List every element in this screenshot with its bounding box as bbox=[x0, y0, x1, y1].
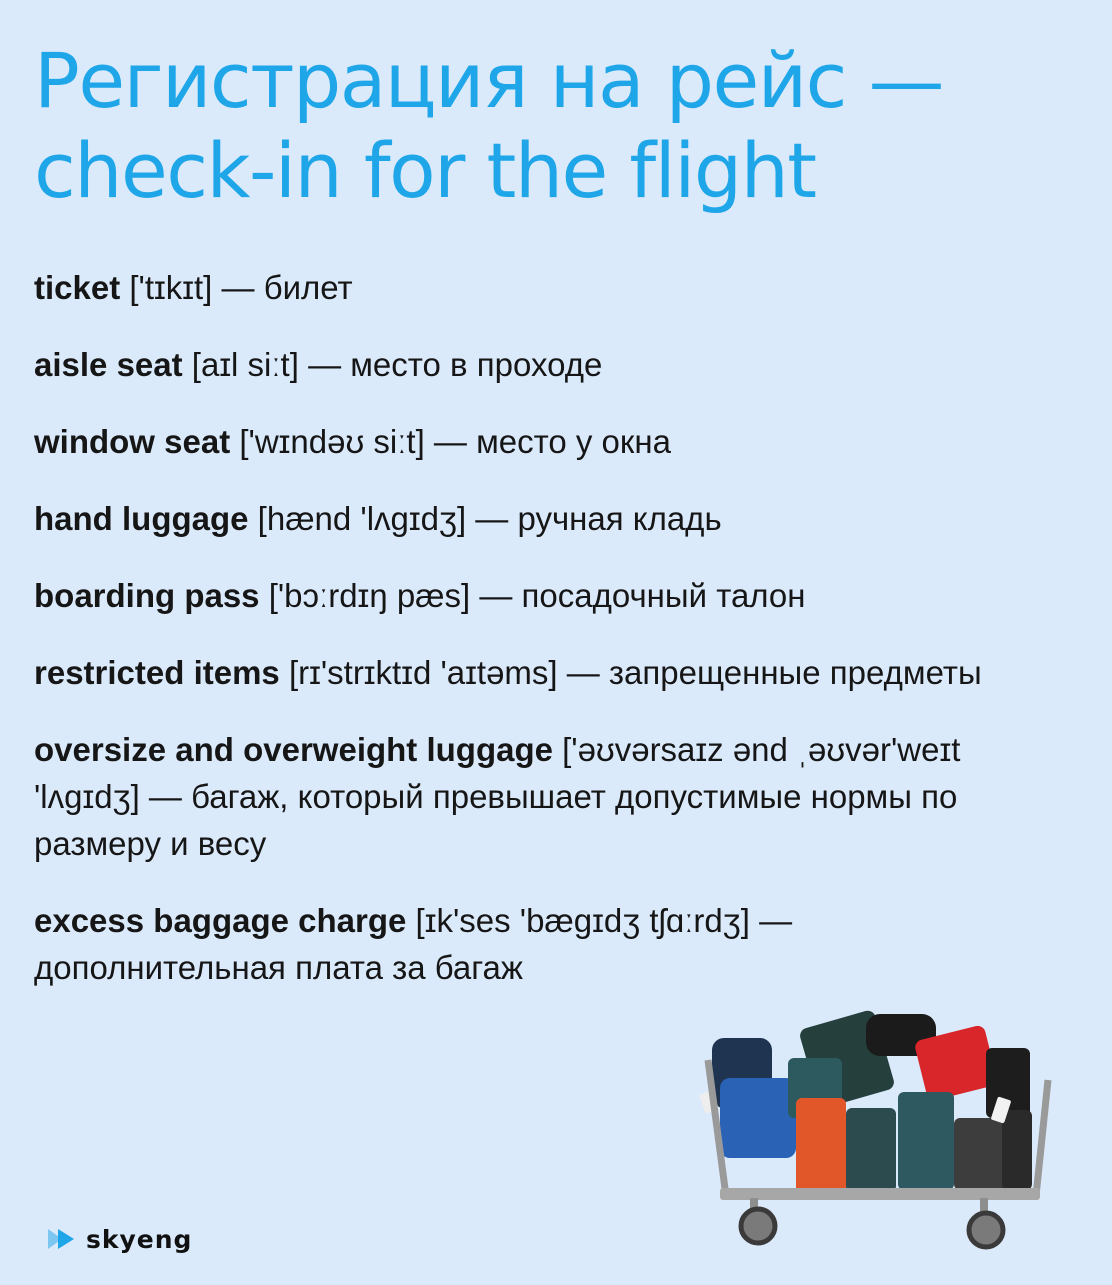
vocab-definition: ['wɪndəʊ siːt] — место у окна bbox=[230, 423, 671, 460]
vocab-term: oversize and overweight luggage bbox=[34, 731, 553, 768]
bag-blue-front bbox=[720, 1078, 796, 1158]
vocab-item-boarding-pass bbox=[34, 572, 1094, 619]
vocab-item-ticket bbox=[34, 264, 1094, 311]
vocab-term: restricted items bbox=[34, 654, 280, 691]
wheel-right bbox=[969, 1213, 1003, 1247]
vocab-term: excess baggage charge bbox=[34, 902, 407, 939]
vocab-term: hand luggage bbox=[34, 500, 249, 537]
vocab-item-restricted-items bbox=[34, 649, 1094, 696]
vocab-term: aisle seat bbox=[34, 346, 183, 383]
vocab-definition: ['əʊvərsaɪz ənd ˌəʊvər'weɪt 'lʌgɪdʒ] — багаж, который превышает допустимые нормы по размеру и весу bbox=[34, 731, 961, 862]
page-title bbox=[34, 36, 1094, 216]
vocab-item-excess-baggage-charge bbox=[34, 897, 1024, 991]
brand-name: skyeng bbox=[86, 1224, 193, 1254]
vocabulary-list bbox=[34, 264, 1094, 1021]
vocab-item-window-seat bbox=[34, 418, 1094, 465]
vocab-term: boarding pass bbox=[34, 577, 260, 614]
luggage-cart-illustration bbox=[690, 1000, 1060, 1260]
title-english: check-in for the flight bbox=[34, 126, 816, 215]
wheel-left bbox=[741, 1209, 775, 1243]
bag-grey-front bbox=[954, 1118, 1006, 1190]
vocab-definition: [ɪk'ses 'bægɪdʒ tʃɑːrdʒ] — дополнительная плата за багаж bbox=[34, 902, 793, 986]
vocab-definition: ['tɪkɪt] — билет bbox=[120, 269, 353, 306]
bag-dark-front bbox=[1002, 1110, 1032, 1190]
vocab-term: window seat bbox=[34, 423, 231, 460]
chevron-front bbox=[58, 1229, 74, 1249]
title-russian: Регистрация на рейс — bbox=[34, 36, 944, 125]
bag-green-front bbox=[898, 1092, 954, 1190]
vocab-definition: [hænd 'lʌgɪdʒ] — ручная кладь bbox=[248, 500, 722, 537]
bag-orange bbox=[796, 1098, 846, 1194]
bag-dark-teal bbox=[846, 1108, 896, 1192]
double-chevron-icon bbox=[46, 1227, 80, 1251]
vocab-definition: [aɪl siːt] — место в проходе bbox=[182, 346, 603, 383]
vocab-item-oversize-luggage bbox=[34, 726, 1024, 867]
brand-logo bbox=[46, 1222, 192, 1256]
vocab-item-hand-luggage bbox=[34, 495, 1094, 542]
cart-base bbox=[720, 1188, 1040, 1200]
vocab-term: ticket bbox=[34, 269, 121, 306]
vocab-item-aisle-seat bbox=[34, 341, 1094, 388]
vocab-definition: [rɪ'strɪktɪd 'aɪtəms] — запрещенные предметы bbox=[279, 654, 982, 691]
vocab-definition: ['bɔːrdɪŋ pæs] — посадочный талон bbox=[259, 577, 806, 614]
